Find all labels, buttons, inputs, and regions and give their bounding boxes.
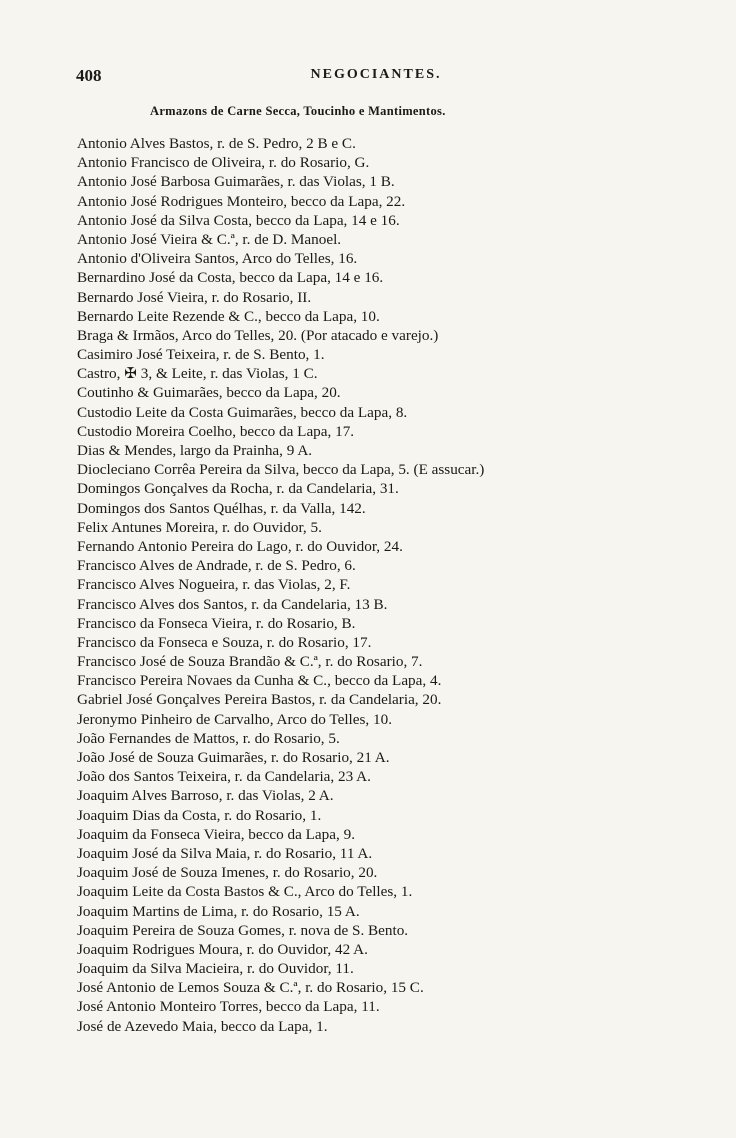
list-item: Joaquim José de Souza Imenes, r. do Rosario, 20. (77, 864, 378, 882)
list-item: Gabriel José Gonçalves Pereira Bastos, r. da Candelaria, 20. (77, 691, 442, 709)
list-item: Joaquim Martins de Lima, r. do Rosario, 15 A. (77, 902, 360, 920)
list-item: Antonio Francisco de Oliveira, r. do Rosario, G. (77, 154, 370, 172)
list-item: José Antonio Monteiro Torres, becco da Lapa, 11. (77, 998, 380, 1016)
list-item: José de Azevedo Maia, becco da Lapa, 1. (77, 1017, 328, 1035)
list-item: João dos Santos Teixeira, r. da Candelaria, 23 A. (77, 768, 371, 786)
list-item: Antonio José Barbosa Guimarães, r. das Violas, 1 B. (77, 173, 395, 191)
list-item: Casimiro José Teixeira, r. de S. Bento, 1. (77, 346, 325, 364)
list-item: Antonio d'Oliveira Santos, Arco do Telles, 16. (77, 250, 358, 268)
list-item: Antonio José da Silva Costa, becco da Lapa, 14 e 16. (77, 211, 400, 229)
list-item: Francisco Alves Nogueira, r. das Violas, 2, F. (77, 576, 351, 594)
running-title: NEGOCIANTES. (310, 67, 442, 82)
list-item: Castro, ✠ 3, & Leite, r. das Violas, 1 C. (77, 365, 318, 383)
list-item: Jeronymo Pinheiro de Carvalho, Arco do Telles, 10. (77, 710, 393, 728)
list-item: Antonio Alves Bastos, r. de S. Pedro, 2 B e C. (77, 135, 356, 152)
list-item: João Fernandes de Mattos, r. do Rosario, 5. (77, 729, 340, 747)
list-item: Antonio José Vieira & C.ª, r. de D. Manoel. (77, 230, 342, 248)
list-item: Francisco Alves de Andrade, r. de S. Pedro, 6. (77, 557, 356, 575)
list-item: Francisco da Fonseca e Souza, r. do Rosario, 17. (77, 633, 372, 651)
page-header (76, 66, 676, 88)
list-item: Fernando Antonio Pereira do Lago, r. do Ouvidor, 24. (77, 537, 403, 555)
list-item: Domingos dos Santos Quélhas, r. da Valla, 142. (77, 499, 366, 517)
list-item: Dias & Mendes, largo da Prainha, 9 A. (77, 442, 313, 459)
merchant-list (77, 134, 717, 1036)
list-item: Joaquim Rodrigues Moura, r. do Ouvidor, 42 A. (77, 940, 368, 958)
list-item: Francisco Pereira Novaes da Cunha & C., becco da Lapa, 4. (77, 672, 442, 690)
list-item: Braga & Irmãos, Arco do Telles, 20. (Por atacado e varejo.) (77, 326, 439, 344)
list-item: Joaquim Alves Barroso, r. das Violas, 2 A. (77, 787, 334, 805)
list-item: Joaquim José da Silva Maia, r. do Rosario, 11 A. (77, 844, 373, 862)
list-item: Joaquim da Silva Macieira, r. do Ouvidor, 11. (77, 960, 354, 978)
list-item: Joaquim da Fonseca Vieira, becco da Lapa, 9. (77, 825, 355, 843)
list-item: Domingos Gonçalves da Rocha, r. da Candelaria, 31. (77, 480, 399, 498)
page-number: 408 (76, 66, 102, 85)
list-item: Francisco Alves dos Santos, r. da Candelaria, 13 B. (77, 595, 388, 613)
list-item: Custodio Leite da Costa Guimarães, becco da Lapa, 8. (77, 403, 408, 421)
list-item: Felix Antunes Moreira, r. do Ouvidor, 5. (77, 518, 322, 536)
list-item: Francisco José de Souza Brandão & C.ª, r. do Rosario, 7. (77, 653, 423, 671)
section-title: Armazons de Carne Secca, Toucinho e Mantimentos. (150, 104, 446, 118)
list-item: José Antonio de Lemos Souza & C.ª, r. do Rosario, 15 C. (77, 979, 424, 997)
list-item: João José de Souza Guimarães, r. do Rosario, 21 A. (77, 749, 390, 766)
list-item: Joaquim Pereira de Souza Gomes, r. nova de S. Bento. (77, 921, 409, 939)
list-item: Diocleciano Corrêa Pereira da Silva, becco da Lapa, 5. (E assucar.) (77, 461, 485, 479)
list-item: Antonio José Rodrigues Monteiro, becco da Lapa, 22. (77, 192, 406, 210)
list-item: Francisco da Fonseca Vieira, r. do Rosario, B. (77, 614, 356, 632)
list-item: Bernardino José da Costa, becco da Lapa, 14 e 16. (77, 269, 384, 287)
list-item: Joaquim Dias da Costa, r. do Rosario, 1. (77, 806, 322, 824)
list-item: Joaquim Leite da Costa Bastos & C., Arco do Telles, 1. (77, 883, 413, 901)
list-item: Custodio Moreira Coelho, becco da Lapa, 17. (77, 422, 355, 440)
list-item: Coutinho & Guimarães, becco da Lapa, 20. (77, 384, 341, 402)
list-item: Bernardo José Vieira, r. do Rosario, II. (77, 288, 312, 306)
list-item: Bernardo Leite Rezende & C., becco da Lapa, 10. (77, 307, 380, 325)
